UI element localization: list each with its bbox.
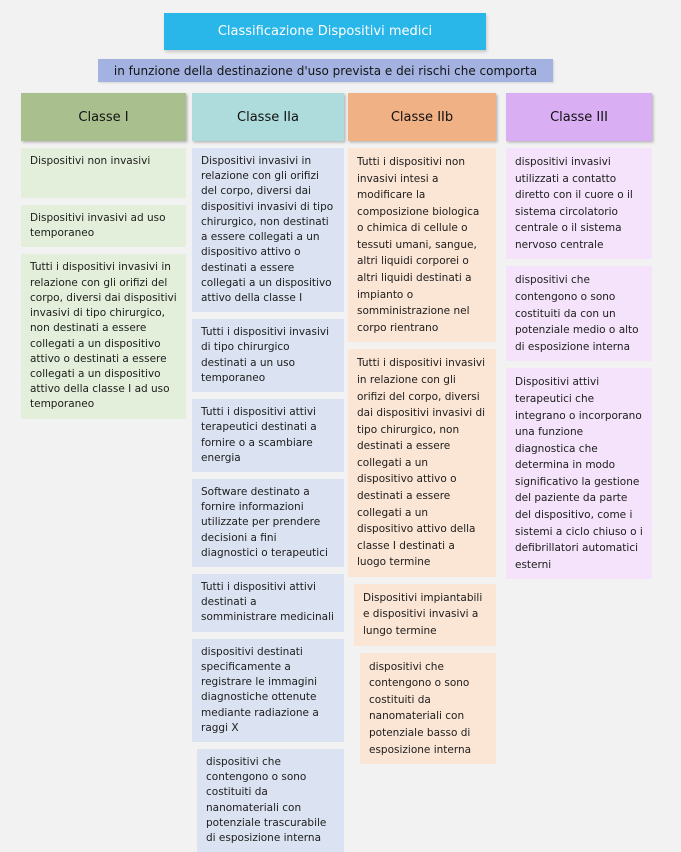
classe-iia-item-4: Software destinato a fornire informazioni utilizzate per prendere decisioni a fini diagnostici o terapeutici xyxy=(192,479,344,567)
classe-i-item-1: Dispositivi non invasivi xyxy=(21,148,186,198)
classe-i-item-3: Tutti i dispositivi invasivi in relazione con gli orifizi del corpo, diversi dai dispositivi invasivi di tipo chirurgico, non destinati a essere collegati a un dispositivo attivo o destinati a essere collegati a un dispositivo attivo della classe I ad uso temporaneo xyxy=(21,254,186,418)
classe-iia-item-7: dispositivi che contengono o sono costituiti da nanomateriali con potenziale trascurabile di esposizione interna xyxy=(197,749,344,852)
diagram-title: Classificazione Dispositivi medici xyxy=(164,13,486,50)
header-classe-iii: Classe III xyxy=(506,93,652,141)
classe-iib-item-2: Tutti i dispositivi invasivi in relazione con gli orifizi del corpo, diversi dai dispositivi invasivi di tipo chirurgico, non destinati a essere collegati a un dispositivo attivo o destinati a essere collegati a un dispositivo attivo della classe I destinati a luogo termine xyxy=(348,349,496,577)
classe-iii-item-2: dispositivi che contengono o sono costituiti da con un potenziale medio o alto di esposizione interna xyxy=(506,266,652,361)
classe-iii-item-3: Dispositivi attivi terapeutici che integrano o incorporano una funzione diagnostica che determina in modo significativo la gestione del paziente da parte del dispositivo, come i sistemi a ciclo chiuso o i defibrillatori automatici esterni xyxy=(506,368,652,579)
classe-iia-item-1: Dispositivi invasivi in relazione con gli orifizi del corpo, diversi dai dispositivi invasivi di tipo chirurgico, non destinati a essere collegati a un dispositivo attivo o destinati a essere collegati a un dispositivo attivo della classe I xyxy=(192,148,344,312)
header-classe-iia: Classe IIa xyxy=(192,93,344,141)
classe-i-item-2: Dispositivi invasivi ad uso temporaneo xyxy=(21,205,186,247)
column-classe-i xyxy=(21,93,186,419)
column-classe-iib xyxy=(348,93,496,764)
diagram-subtitle: in funzione della destinazione d'uso prevista e dei rischi che comporta xyxy=(98,59,553,82)
classe-iib-item-1: Tutti i dispositivi non invasivi intesi a modificare la composizione biologica o chimica di cellule o tessuti umani, sangue, altri liquidi corporei o altri liquidi destinati a impianto o somministrazione nel corpo rientrano xyxy=(348,148,496,342)
classe-iia-item-5: Tutti i dispositivi attivi destinati a somministrare medicinali xyxy=(192,574,344,632)
classe-iia-item-6: dispositivi destinati specificamente a registrare le immagini diagnostiche ottenute mediante radiazione a raggi X xyxy=(192,639,344,742)
column-classe-iii xyxy=(506,93,652,579)
classe-iib-item-4: dispositivi che contengono o sono costituiti da nanomateriali con potenziale basso di esposizione interna xyxy=(360,653,496,764)
header-classe-i: Classe I xyxy=(21,93,186,141)
classe-iib-item-3: Dispositivi impiantabili e dispositivi invasivi a lungo termine xyxy=(354,584,496,646)
classe-iia-item-2: Tutti i dispositivi invasivi di tipo chirurgico destinati a un uso temporaneo xyxy=(192,319,344,392)
classe-iii-item-1: dispositivi invasivi utilizzati a contatto diretto con il cuore o il sistema circolatorio centrale o il sistema nervoso centrale xyxy=(506,148,652,259)
header-classe-iib: Classe IIb xyxy=(348,93,496,141)
classe-iia-item-3: Tutti i dispositivi attivi terapeutici destinati a fornire o a scambiare energia xyxy=(192,399,344,472)
column-classe-iia xyxy=(192,93,344,852)
